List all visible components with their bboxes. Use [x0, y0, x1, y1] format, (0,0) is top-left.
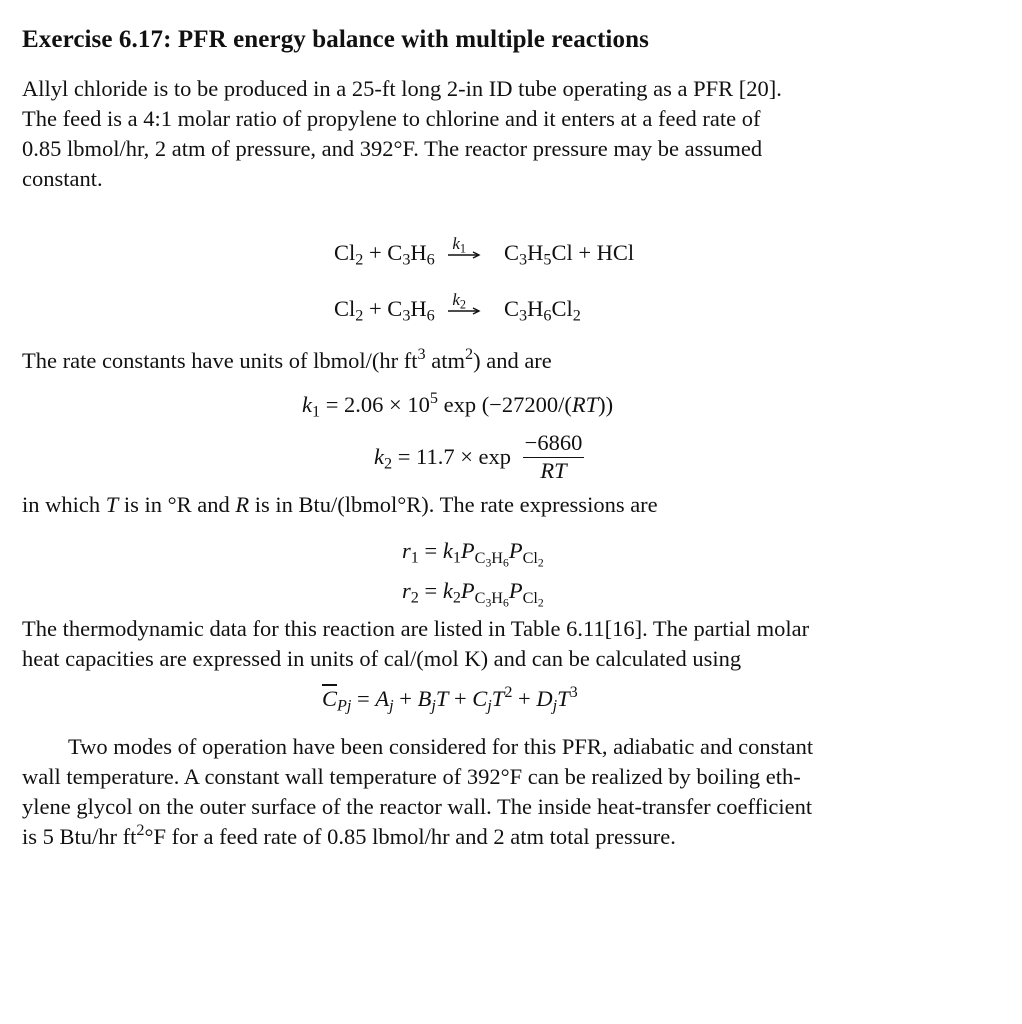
rate-expression-2: $r_2 = k_2P_{C_3H_6}P_{Cl_2}$: [402, 578, 544, 609]
k2-fraction: $\frac{-6860}{RT}$: [524, 430, 583, 483]
para4-line2: wall temperature. A constant wall temperature of 392°F can be realized by boiling eth-: [22, 764, 801, 789]
para4-line1: Two modes of operation have been considered for this PFR, adiabatic and constant: [68, 734, 814, 759]
heat-capacity-equation: $\overline{C}_{Pj} = A_j + B_jT + C_jT^2 + D_jT^3$: [322, 683, 578, 715]
para1-line2: The feed is a 4:1 molar ratio of propylene to chlorine and it enters at a feed rate of: [22, 106, 761, 131]
para1-line1: Allyl chloride is to be produced in a 25-ft long 2-in ID tube operating as a PFR [20].: [22, 76, 782, 101]
rate-expression-1: $r_1 = k_1P_{C_3H_6}P_{Cl_2}$: [402, 538, 544, 569]
reaction-1: $Cl_2 + C_3H_6$ $k_1$ $C_3H_5Cl$ + HCl: [334, 233, 635, 269]
para4-line3: ylene glycol on the outer surface of the reactor wall. The inside heat-transfer coefficient: [22, 794, 813, 819]
k2-equation: $k_2 = 11.7 \times \exp$ $\frac{-6860}{RT}$: [374, 430, 583, 483]
reaction-2: $Cl_2 + C_3H_6$ $k_2$ $C_3H_6Cl_2$: [334, 289, 581, 325]
reaction-2-arrow: $k_2$: [448, 301, 488, 321]
rate-units-sentence: The rate constants have units of lbmol/(hr $ft^3$ atm$^2$) and are: [22, 345, 552, 373]
reaction-1-arrow: $k_1$: [448, 245, 488, 265]
para3-line1: The thermodynamic data for this reaction are listed in Table 6.11[16]. The partial molar: [22, 616, 810, 641]
para4-line4: is 5 Btu/hr $ft^2^\circ F$ for a feed rate of 0.85 lbmol/hr and 2 atm total pressure.: [22, 821, 676, 849]
para3-line2: heat capacities are expressed in units of cal/(mol K) and can be calculated using: [22, 646, 742, 671]
para1-line4: constant.: [22, 166, 103, 191]
para1-line3: 0.85 lbmol/hr, 2 atm of pressure, and 392°F. The reactor pressure may be assumed: [22, 136, 763, 161]
where-sentence: in which T is in °R and R is in Btu/(lbmol°R). The rate expressions are: [22, 492, 658, 517]
k1-equation: $k_1 = 2.06 \times 10^5$ exp (−27200/(RT)): [302, 389, 614, 421]
exercise-title: Exercise 6.17: PFR energy balance with multiple reactions: [22, 26, 649, 53]
